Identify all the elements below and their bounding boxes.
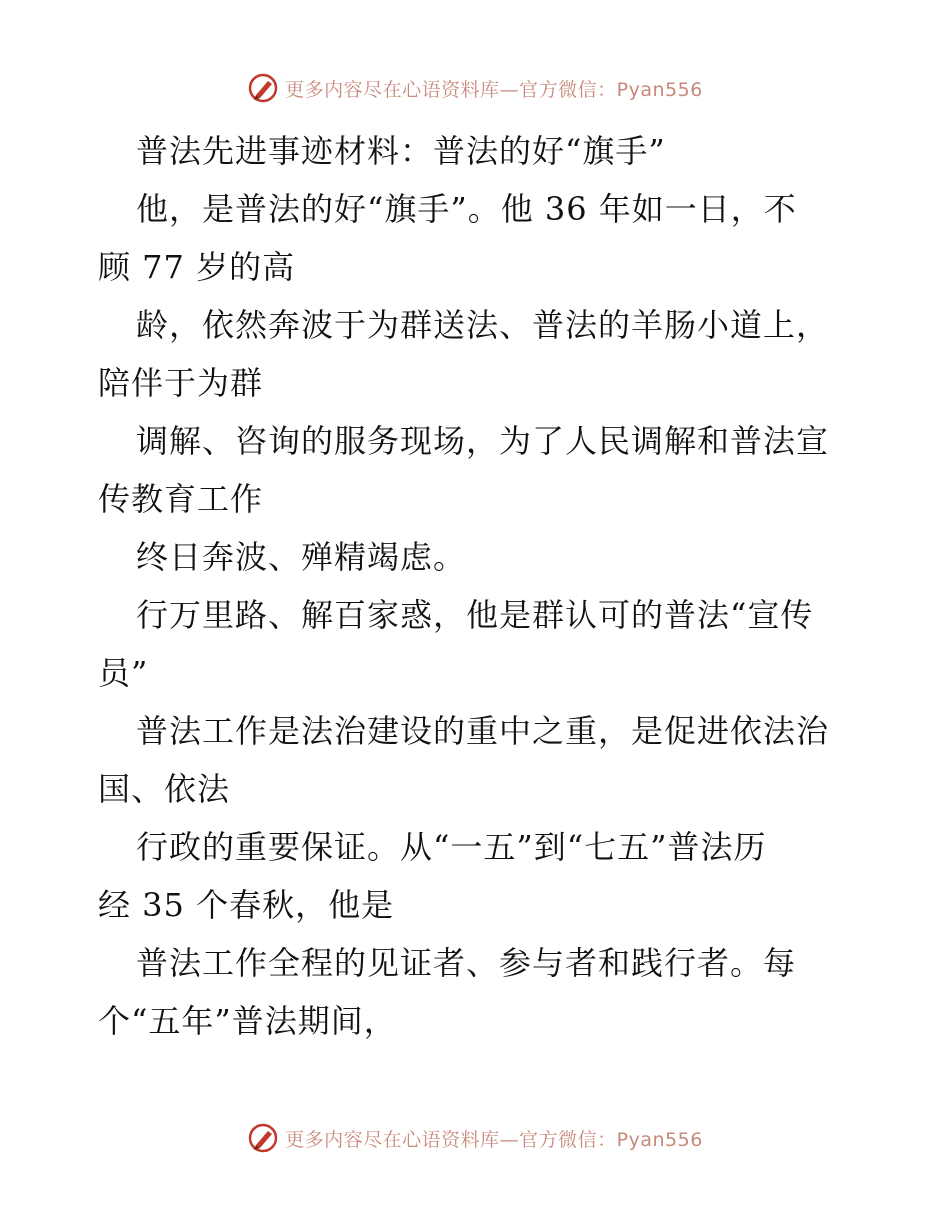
paragraph-line: 普法工作全程的见证者、参与者和践行者。每: [136, 944, 797, 982]
watermark-text: 更多内容尽在心语资料库—官方微信：Pyan556: [285, 78, 703, 101]
paragraph-line: 国、依法: [98, 770, 231, 808]
paragraph-line: 行万里路、解百家惑，他是群认可的普法“宣传: [136, 596, 814, 634]
watermark-handle: Pyan556: [616, 1128, 703, 1151]
paragraph-line: 员”: [98, 654, 149, 692]
paragraph-line: 顾 77 岁的高: [98, 248, 296, 286]
paragraph-line: 普法工作是法治建设的重中之重，是促进依法治: [136, 712, 830, 750]
paragraph-line: 个“五年”普法期间，: [98, 1002, 397, 1040]
paragraph-line: 传教育工作: [98, 480, 264, 518]
paragraph-line: 调解、咨询的服务现场，为了人民调解和普法宣: [136, 422, 830, 460]
pen-circle-logo-icon: [247, 1122, 279, 1154]
watermark-handle: Pyan556: [616, 78, 703, 101]
paragraph-line: 陪伴于为群: [98, 364, 264, 402]
footer-watermark: [0, 1122, 950, 1154]
paragraph-line: 终日奔波、殚精竭虑。: [136, 538, 467, 576]
paragraph-line: 行政的重要保证。从“一五”到“七五”普法历: [136, 828, 767, 866]
paragraph-line: 经 35 个春秋，他是: [98, 886, 395, 924]
paragraph-line: 龄，依然奔波于为群送法、普法的羊肠小道上，: [136, 306, 830, 344]
document-body: [98, 122, 858, 1050]
watermark-text: 更多内容尽在心语资料库—官方微信：Pyan556: [285, 1128, 703, 1151]
document-title: 普法先进事迹材料：普法的好“旗手”: [136, 132, 666, 170]
header-watermark: [0, 72, 950, 104]
paragraph-line: 他，是普法的好“旗手”。他 36 年如一日，不: [136, 190, 797, 228]
pen-circle-logo-icon: [247, 72, 279, 104]
